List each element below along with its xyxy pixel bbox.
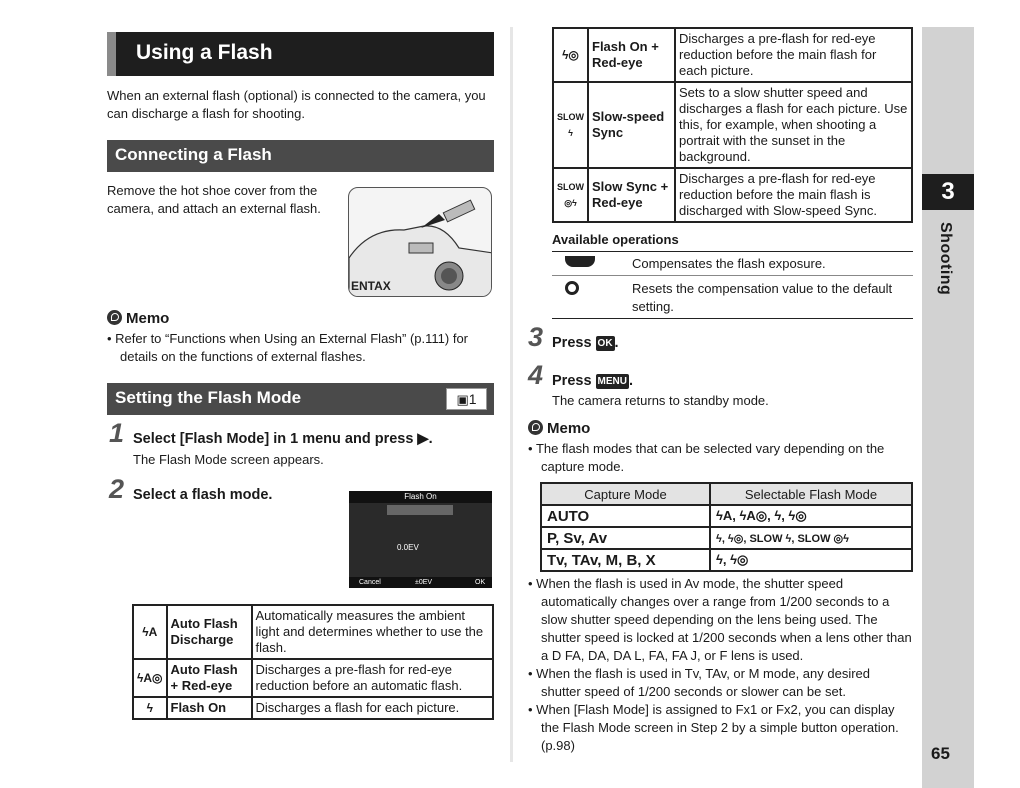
column-header: Selectable Flash Mode xyxy=(710,483,912,505)
svg-text:ENTAX: ENTAX xyxy=(351,279,391,293)
step-text: Select a flash mode. xyxy=(133,487,273,503)
table-row xyxy=(553,168,912,222)
section-heading-connecting: Connecting a Flash xyxy=(107,140,494,172)
column-header: Capture Mode xyxy=(541,483,710,505)
table-row xyxy=(133,697,493,719)
screen-ev: ±0EV xyxy=(415,579,433,586)
ok-key-icon: OK xyxy=(597,337,613,349)
flash-icon-row xyxy=(387,505,453,515)
memo-icon xyxy=(107,310,122,325)
slow-sync-icon: SLOW ϟ xyxy=(553,82,588,168)
selectable-flash: ϟ, ϟ◎, SLOW ϟ, SLOW ◎ϟ xyxy=(710,527,912,549)
circle-button-icon xyxy=(565,281,579,295)
flash-mode-table-left xyxy=(132,604,494,720)
step-text: Press MENU . xyxy=(552,373,634,389)
table-row xyxy=(133,659,493,697)
step-number: 2 xyxy=(109,474,125,504)
dial-icon xyxy=(565,256,595,267)
column-divider xyxy=(510,27,513,762)
connecting-text: Remove the hot shoe cover from the camera, and attach an external flash. xyxy=(107,183,321,216)
table-row xyxy=(133,605,493,659)
flash-auto-redeye-icon: ϟA◎ xyxy=(133,659,167,697)
flash-mode-desc: Discharges a flash for each picture. xyxy=(252,697,494,719)
ops-rule xyxy=(552,275,913,276)
step-number: 4 xyxy=(528,360,544,390)
step-number: 3 xyxy=(528,322,544,352)
memo2-intro: • The flash modes that can be selected vary depending on the capture mode. xyxy=(528,441,885,474)
page-number: 65 xyxy=(931,744,950,763)
flash-mode-name: Auto Flash + Red-eye xyxy=(167,659,252,697)
memo-icon xyxy=(528,420,543,435)
screen-ok: OK xyxy=(475,579,486,586)
capture-mode: P, Sv, Av xyxy=(541,527,710,549)
flash-on-redeye-icon: ϟ◎ xyxy=(553,28,588,82)
ops-rule xyxy=(552,318,913,319)
table-row xyxy=(541,549,912,571)
table-row xyxy=(541,527,912,549)
capture-mode: AUTO xyxy=(541,505,710,527)
flash-mode-desc: Discharges a pre-flash for red-eye reduction before the main flash is discharged with Slow-speed Sync. xyxy=(675,168,912,222)
flash-mode-name: Flash On + Red-eye xyxy=(588,28,675,82)
table-row xyxy=(553,82,912,168)
ops-desc: Resets the compensation value to the default setting. xyxy=(632,281,893,314)
table-row xyxy=(553,28,912,82)
chapter-label: Shooting xyxy=(937,222,954,296)
flash-mode-desc: Sets to a slow shutter speed and discharges a flash for each picture. Use this, for example, when shooting a portrait with the sunset in the background. xyxy=(675,82,912,168)
selectable-flash: ϟ, ϟ◎ xyxy=(710,549,912,571)
page-title: Using a Flash xyxy=(136,41,273,64)
flash-mode-screen xyxy=(349,491,492,588)
flash-on-icon: ϟ xyxy=(133,697,167,719)
shooting-menu-badge: ▣1 xyxy=(446,388,487,410)
memo2-item: • When [Flash Mode] is assigned to Fx1 or Fx2, you can display the Flash Mode screen in Step 2 by a simple button operation. (p.98) xyxy=(528,702,899,753)
camera-illustration xyxy=(348,187,492,297)
ops-rule xyxy=(552,251,913,252)
screen-value: 0.0EV xyxy=(397,543,419,552)
available-ops-heading: Available operations xyxy=(552,232,679,247)
camera-hotshoe-image xyxy=(349,188,492,297)
screen-title: Flash On xyxy=(349,491,492,503)
capture-mode-table xyxy=(540,482,913,572)
memo-heading-2: Memo xyxy=(528,420,590,437)
step-sub: The Flash Mode screen appears. xyxy=(133,452,324,467)
flash-mode-desc: Discharges a pre-flash for red-eye reduction before the main flash for each picture. xyxy=(675,28,912,82)
slow-sync-redeye-icon: SLOW ◎ϟ xyxy=(553,168,588,222)
screen-cancel: Cancel xyxy=(359,579,381,586)
table-header xyxy=(541,483,912,505)
table-row xyxy=(541,505,912,527)
page-title-bar xyxy=(107,32,494,76)
chapter-number: 3 xyxy=(922,174,974,210)
section-heading-flash-mode: Setting the Flash Mode ▣1 xyxy=(107,383,494,415)
flash-mode-name: Slow-speed Sync xyxy=(588,82,675,168)
camera-icon: ▣ xyxy=(456,392,469,407)
flash-mode-name: Auto Flash Discharge xyxy=(167,605,252,659)
flash-mode-table-right xyxy=(552,27,913,223)
step-text: Select [Flash Mode] in 1 menu and press ▶. xyxy=(133,431,433,447)
memo1-item: • Refer to “Functions when Using an External Flash” (p.111) for details on the functions of external flashes. xyxy=(107,331,469,364)
step-sub: The camera returns to standby mode. xyxy=(552,393,769,408)
title-accent xyxy=(107,32,116,76)
memo-heading-1: Memo xyxy=(107,310,169,327)
flash-mode-name: Flash On xyxy=(167,697,252,719)
memo2-item: • When the flash is used in Tv, TAv, or M mode, any desired shutter speed of 1/200 seconds or slower can be set. xyxy=(528,666,870,699)
step-number: 1 xyxy=(109,418,125,448)
flash-mode-desc: Discharges a pre-flash for red-eye reduction before an automatic flash. xyxy=(252,659,494,697)
memo2-item: • When the flash is used in Av mode, the shutter speed automatically changes over a range from 1/200 seconds to a slow shutter speed depending on the lens being used. The shutter speed is locked at 1/200 seconds when a lens other than a D FA, DA, DA L, FA, FA J, or F lens is used. xyxy=(528,576,912,663)
ops-desc: Compensates the flash exposure. xyxy=(632,256,826,271)
selectable-flash: ϟA, ϟA◎, ϟ, ϟ◎ xyxy=(710,505,912,527)
step-text: Press OK . xyxy=(552,335,619,351)
menu-key-icon: MENU xyxy=(597,375,627,387)
flash-mode-desc: Automatically measures the ambient light and determines whether to use the flash. xyxy=(252,605,494,659)
chapter-sidebar xyxy=(922,27,974,788)
intro-text: When an external flash (optional) is connected to the camera, you can discharge a flash for shooting. xyxy=(107,88,486,121)
flash-auto-icon: ϟA xyxy=(133,605,167,659)
capture-mode: Tv, TAv, M, B, X xyxy=(541,549,710,571)
flash-mode-name: Slow Sync + Red-eye xyxy=(588,168,675,222)
